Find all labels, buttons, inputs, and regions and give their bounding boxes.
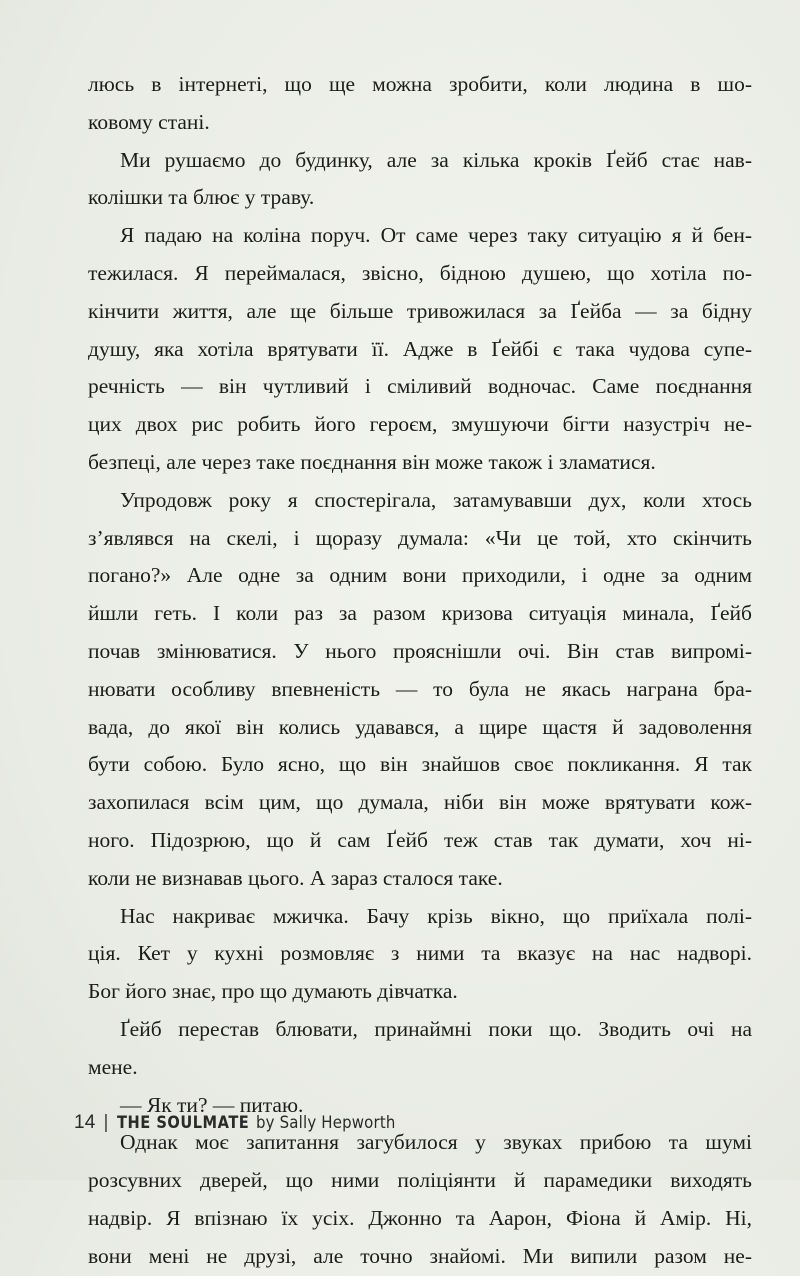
- text-line: речність — він чутливий і сміливий водночас. Саме поєднання: [88, 374, 752, 399]
- text-line: колішки та блює у траву.: [88, 185, 315, 210]
- text-line: бути собою. Було ясно, що він знайшов своє покликання. Я так: [88, 752, 752, 777]
- text-line: надвір. Я впізнаю їх усіх. Джонно та Аарон, Фіона й Амір. Ні,: [88, 1205, 752, 1230]
- text-line: погано?» Але одне за одним вони приходили, і одне за одним: [88, 563, 752, 588]
- text-line: ція. Кет у кухні розмовляє з ними та вказує на нас надворі.: [88, 941, 752, 966]
- text-line: Нас накриває мжичка. Бачу крізь вікно, що приїхала полі-: [120, 903, 752, 928]
- page-number: 14: [74, 1112, 96, 1133]
- text-line: цих двох рис робить його героєм, змушуючи бігти назустріч не-: [88, 412, 752, 437]
- text-line: нювати особливу впевненість — то була не якась награна бра-: [88, 676, 752, 701]
- footer-separator: |: [103, 1112, 109, 1133]
- text-line: йшли геть. І коли раз за разом кризова ситуація минала, Ґейб: [88, 601, 752, 626]
- text-line: Ми рушаємо до будинку, але за кілька кроків Ґейб стає нав-: [120, 147, 752, 172]
- book-title: THE SOULMATE: [116, 1113, 250, 1133]
- text-line: люсь в інтернеті, що ще можна зробити, коли людина в шо-: [88, 72, 752, 96]
- text-line: вони мені не друзі, але точно знайомі. Ми випили разом не-: [88, 1243, 752, 1268]
- text-line: Упродовж року я спостерігала, затамувавши дух, коли хтось: [120, 487, 752, 512]
- text-line: мене.: [88, 1054, 138, 1079]
- text-line: тежилася. Я переймалася, звісно, бідною душею, що хотіла по-: [88, 260, 752, 285]
- text-line: вада, до якої він колись удавався, а щире щастя й задоволення: [88, 714, 752, 739]
- text-line: Бог його знає, про що думають дівчатка.: [88, 979, 458, 1004]
- text-line: Однак моє запитання загубилося у звуках прибою та шумі: [120, 1130, 752, 1155]
- text-line: — Як ти? — питаю.: [120, 1092, 304, 1117]
- text-line: ного. Підозрюю, що й сам Ґейб теж став так думати, хоч ні-: [88, 827, 752, 852]
- page-footer: [74, 1112, 415, 1134]
- text-line: коли не визнавав цього. А зараз сталося таке.: [88, 865, 503, 890]
- text-line: кінчити життя, але ще більше тривожилася за Ґейба — за бідну: [88, 298, 752, 323]
- text-line: розсувних дверей, що ними поліціянти й парамедики виходять: [88, 1168, 752, 1193]
- text-line: почав змінюватися. У нього прояснішли очі. Він став випромі-: [88, 638, 752, 663]
- book-author: by Sally Hepworth: [256, 1113, 396, 1133]
- text-line: з’являвся на скелі, і щоразу думала: «Чи це той, хто скінчить: [88, 525, 752, 550]
- text-line: душу, яка хотіла врятувати її. Адже в Ґейбі є така чудова супе-: [88, 336, 752, 361]
- text-line: ковому стані.: [88, 109, 210, 134]
- text-line: Ґейб перестав блювати, принаймні поки що. Зводить очі на: [120, 1016, 752, 1041]
- page-body-text: [88, 66, 752, 1276]
- text-line: захопилася всім цим, що думала, ніби він може врятувати кож-: [88, 790, 752, 815]
- text-line: безпеці, але через таке поєднання він може також і зламатися.: [88, 449, 656, 474]
- text-line: Я падаю на коліна поруч. От саме через таку ситуацію я й бен-: [120, 223, 752, 248]
